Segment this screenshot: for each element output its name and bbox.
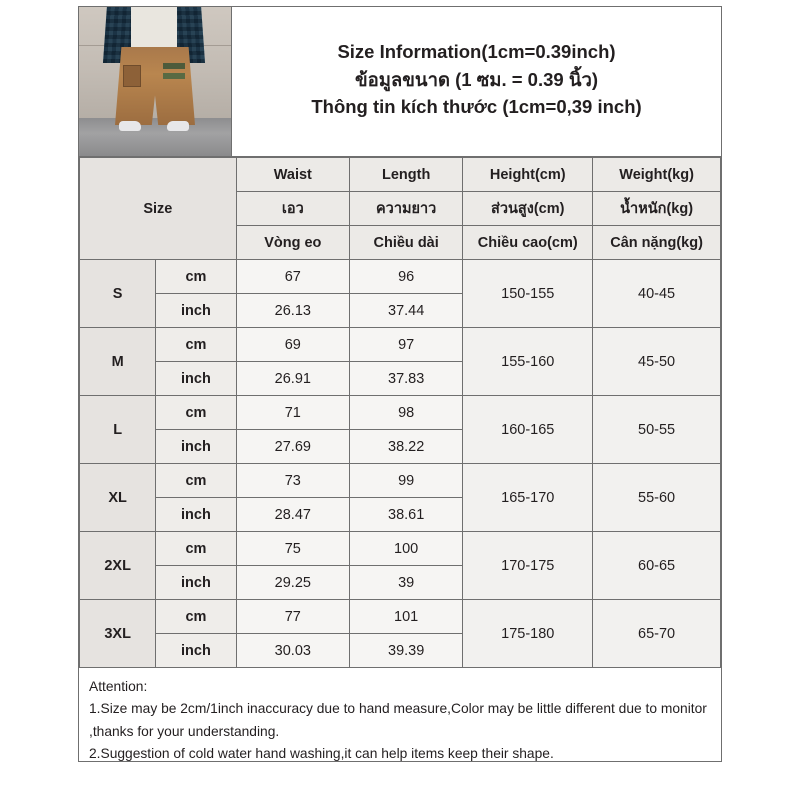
- 2xl-length-cm: 100: [349, 532, 462, 566]
- 3xl-waist-inch: 30.03: [236, 634, 349, 668]
- table-header-row-en: [80, 158, 721, 192]
- unit-cm: cm: [156, 328, 236, 362]
- xl-length-cm: 99: [349, 464, 462, 498]
- photo-ground: [79, 118, 231, 156]
- header-waist-vi: Vòng eo: [236, 226, 349, 260]
- m-waist-cm: 69: [236, 328, 349, 362]
- header-weight-th: น้ำหนัก(kg): [593, 192, 721, 226]
- 3xl-height: 175-180: [463, 600, 593, 668]
- table-row: [80, 600, 721, 634]
- title-english: Size Information(1cm=0.39inch): [337, 40, 616, 62]
- 2xl-weight: 60-65: [593, 532, 721, 600]
- size-table: [79, 157, 721, 668]
- header-height-en: Height(cm): [463, 158, 593, 192]
- table-row: [80, 260, 721, 294]
- table-row: [80, 532, 721, 566]
- header-block: [79, 7, 721, 157]
- l-length-cm: 98: [349, 396, 462, 430]
- unit-cm: cm: [156, 600, 236, 634]
- header-waist-th: เอว: [236, 192, 349, 226]
- product-photo: [79, 7, 232, 156]
- header-waist-en: Waist: [236, 158, 349, 192]
- photo-pants-pocket: [123, 65, 141, 87]
- 3xl-weight: 65-70: [593, 600, 721, 668]
- s-weight: 40-45: [593, 260, 721, 328]
- s-length-inch: 37.44: [349, 294, 462, 328]
- header-height-th: ส่วนสูง(cm): [463, 192, 593, 226]
- 3xl-waist-cm: 77: [236, 600, 349, 634]
- unit-inch: inch: [156, 566, 236, 600]
- title-group: [232, 7, 721, 156]
- m-waist-inch: 26.91: [236, 362, 349, 396]
- xl-waist-cm: 73: [236, 464, 349, 498]
- m-weight: 45-50: [593, 328, 721, 396]
- s-waist-inch: 26.13: [236, 294, 349, 328]
- xl-height: 165-170: [463, 464, 593, 532]
- attention-block: [79, 668, 721, 775]
- l-weight: 50-55: [593, 396, 721, 464]
- m-height: 155-160: [463, 328, 593, 396]
- unit-inch: inch: [156, 430, 236, 464]
- table-row: [80, 396, 721, 430]
- unit-inch: inch: [156, 294, 236, 328]
- l-height: 160-165: [463, 396, 593, 464]
- header-weight-en: Weight(kg): [593, 158, 721, 192]
- row-size-l: L: [80, 396, 156, 464]
- title-thai: ข้อมูลขนาด (1 ซม. = 0.39 นิ้ว): [354, 68, 599, 90]
- header-length-en: Length: [349, 158, 462, 192]
- 3xl-length-inch: 39.39: [349, 634, 462, 668]
- row-size-2xl: 2XL: [80, 532, 156, 600]
- unit-cm: cm: [156, 464, 236, 498]
- unit-inch: inch: [156, 362, 236, 396]
- l-waist-cm: 71: [236, 396, 349, 430]
- xl-weight: 55-60: [593, 464, 721, 532]
- l-waist-inch: 27.69: [236, 430, 349, 464]
- header-weight-vi: Cân nặng(kg): [593, 226, 721, 260]
- unit-inch: inch: [156, 634, 236, 668]
- table-row: [80, 328, 721, 362]
- 3xl-length-cm: 101: [349, 600, 462, 634]
- unit-cm: cm: [156, 532, 236, 566]
- photo-shoe-left: [119, 121, 141, 131]
- title-vietnamese: Thông tin kích thước (1cm=0,39 inch): [311, 96, 642, 118]
- attention-note-2: 2.Suggestion of cold water hand washing,it can help items keep their shape.: [89, 746, 554, 762]
- unit-inch: inch: [156, 498, 236, 532]
- m-length-cm: 97: [349, 328, 462, 362]
- xl-length-inch: 38.61: [349, 498, 462, 532]
- 2xl-height: 170-175: [463, 532, 593, 600]
- row-size-xl: XL: [80, 464, 156, 532]
- header-height-vi: Chiều cao(cm): [463, 226, 593, 260]
- s-waist-cm: 67: [236, 260, 349, 294]
- xl-waist-inch: 28.47: [236, 498, 349, 532]
- row-size-3xl: 3XL: [80, 600, 156, 668]
- unit-cm: cm: [156, 260, 236, 294]
- photo-shoe-right: [167, 121, 189, 131]
- photo-shirt: [131, 7, 177, 51]
- l-length-inch: 38.22: [349, 430, 462, 464]
- row-size-s: S: [80, 260, 156, 328]
- header-size-label: Size: [80, 158, 237, 260]
- row-size-m: M: [80, 328, 156, 396]
- m-length-inch: 37.83: [349, 362, 462, 396]
- attention-note-1: 1.Size may be 2cm/1inch inaccuracy due to hand measure,Color may be little different due to monitor ,thanks for your understanding.: [89, 701, 707, 739]
- s-length-cm: 96: [349, 260, 462, 294]
- s-height: 150-155: [463, 260, 593, 328]
- table-row: [80, 464, 721, 498]
- 2xl-length-inch: 39: [349, 566, 462, 600]
- size-chart-sheet: [78, 6, 722, 762]
- header-length-vi: Chiều dài: [349, 226, 462, 260]
- photo-pants-strap-lower: [163, 73, 185, 79]
- photo-pants-strap-upper: [163, 63, 185, 69]
- header-length-th: ความยาว: [349, 192, 462, 226]
- unit-cm: cm: [156, 396, 236, 430]
- 2xl-waist-inch: 29.25: [236, 566, 349, 600]
- attention-heading: Attention:: [89, 679, 148, 694]
- 2xl-waist-cm: 75: [236, 532, 349, 566]
